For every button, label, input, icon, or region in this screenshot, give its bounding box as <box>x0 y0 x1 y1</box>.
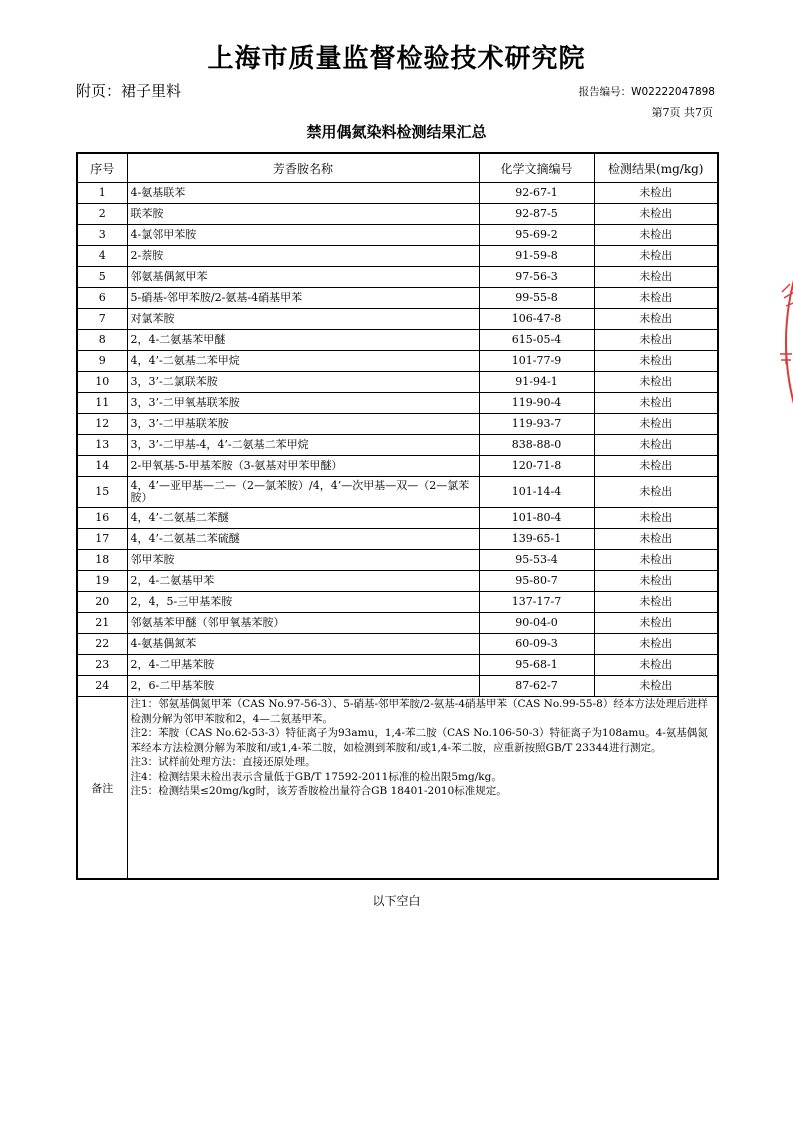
cas-number: 101-80-4 <box>479 508 594 529</box>
table-row <box>77 393 718 414</box>
table-header-row <box>77 153 718 183</box>
amine-name: 2-甲氧基-5-甲基苯胺（3-氨基对甲苯甲醚） <box>127 456 479 477</box>
cas-number: 60-09-3 <box>479 634 594 655</box>
cas-number: 95-69-2 <box>479 225 594 246</box>
report-number: 报告编号：W02222047898 <box>578 86 715 98</box>
amine-name: 4，4’-二氨基二苯甲烷 <box>127 351 479 372</box>
cas-number: 101-77-9 <box>479 351 594 372</box>
seal-stamp-mark-2 <box>780 346 792 364</box>
test-result: 未检出 <box>594 288 718 309</box>
row-number: 9 <box>77 351 127 372</box>
cas-number: 120-71-8 <box>479 456 594 477</box>
amine-name: 2，4-二氨基苯甲醚 <box>127 330 479 351</box>
row-number: 12 <box>77 414 127 435</box>
amine-name: 3，3’-二甲基-4，4’-二氨基二苯甲烷 <box>127 435 479 456</box>
notes-row <box>77 697 718 880</box>
row-number: 10 <box>77 372 127 393</box>
row-number: 2 <box>77 204 127 225</box>
table-row <box>77 508 718 529</box>
amine-name: 4，4’-二氨基二苯醚 <box>127 508 479 529</box>
table-row <box>77 477 718 508</box>
test-result: 未检出 <box>594 225 718 246</box>
table-row <box>77 592 718 613</box>
note-3: 注3：试样前处理方法：直接还原处理。 <box>130 756 316 768</box>
table-row <box>77 309 718 330</box>
row-number: 8 <box>77 330 127 351</box>
table-row <box>77 288 718 309</box>
cas-number: 139-65-1 <box>479 529 594 550</box>
seal-stamp-arc <box>786 266 793 418</box>
row-number: 16 <box>77 508 127 529</box>
cas-number: 99-55-8 <box>479 288 594 309</box>
page-number: 第7页 共7页 <box>651 106 713 119</box>
test-result: 未检出 <box>594 508 718 529</box>
table-title: 禁用偶氮染料检测结果汇总 <box>306 123 487 141</box>
table-row <box>77 634 718 655</box>
cas-number: 137-17-7 <box>479 592 594 613</box>
row-number: 22 <box>77 634 127 655</box>
table-row <box>77 435 718 456</box>
notes-label: 备注 <box>77 697 127 880</box>
row-number: 24 <box>77 676 127 697</box>
table-row <box>77 351 718 372</box>
amine-name: 2，4-二氨基甲苯 <box>127 571 479 592</box>
cas-number: 97-56-3 <box>479 267 594 288</box>
table-row <box>77 183 718 204</box>
amine-name: 4，4’-二氨基二苯硫醚 <box>127 529 479 550</box>
col-header-no: 序号 <box>77 153 127 183</box>
row-number: 5 <box>77 267 127 288</box>
test-result: 未检出 <box>594 351 718 372</box>
cas-number: 838-88-0 <box>479 435 594 456</box>
amine-name: 联苯胺 <box>127 204 479 225</box>
test-result: 未检出 <box>594 183 718 204</box>
col-header-cas: 化学文摘编号 <box>479 153 594 183</box>
cas-number: 91-94-1 <box>479 372 594 393</box>
amine-name: 4-氯邻甲苯胺 <box>127 225 479 246</box>
table-row <box>77 225 718 246</box>
cas-number: 95-53-4 <box>479 550 594 571</box>
blank-below-text: 以下空白 <box>372 894 421 908</box>
cas-number: 95-68-1 <box>479 655 594 676</box>
row-number: 3 <box>77 225 127 246</box>
row-number: 13 <box>77 435 127 456</box>
note-2: 注2：苯胺（CAS No.62-53-3）特征离子为93amu，1,4-苯二胺（CAS No.106-50-3）特征离子为108amu。4-氨基偶氮苯经本方法检测分解为苯胺和/或1,4-苯二胺，如检测到苯胺和/或1,4-苯二胺，应重新按照GB/T 23344进行测定。 <box>130 727 708 754</box>
amine-name: 邻甲苯胺 <box>127 550 479 571</box>
row-number: 15 <box>77 477 127 508</box>
table-row <box>77 550 718 571</box>
cas-number: 95-80-7 <box>479 571 594 592</box>
row-number: 23 <box>77 655 127 676</box>
seal-stamp-fragment <box>768 262 793 422</box>
col-header-result: 检测结果(mg/kg) <box>594 153 718 183</box>
amine-name: 邻氨基苯甲醚（邻甲氧基苯胺） <box>127 613 479 634</box>
notes-cell <box>127 697 718 880</box>
results-table <box>76 152 719 880</box>
test-result: 未检出 <box>594 309 718 330</box>
table-row <box>77 456 718 477</box>
test-result: 未检出 <box>594 435 718 456</box>
cas-number: 87-62-7 <box>479 676 594 697</box>
amine-name: 3，3’-二甲基联苯胺 <box>127 414 479 435</box>
test-result: 未检出 <box>594 550 718 571</box>
table-row <box>77 571 718 592</box>
test-result: 未检出 <box>594 477 718 508</box>
table-row <box>77 246 718 267</box>
amine-name: 2-萘胺 <box>127 246 479 267</box>
test-result: 未检出 <box>594 204 718 225</box>
row-number: 1 <box>77 183 127 204</box>
amine-name: 3，3’-二氯联苯胺 <box>127 372 479 393</box>
cas-number: 92-67-1 <box>479 183 594 204</box>
test-result: 未检出 <box>594 267 718 288</box>
institute-title: 上海市质量监督检验技术研究院 <box>207 44 586 74</box>
table-row <box>77 676 718 697</box>
row-number: 17 <box>77 529 127 550</box>
test-result: 未检出 <box>594 571 718 592</box>
amine-name: 2，4-二甲基苯胺 <box>127 655 479 676</box>
row-number: 7 <box>77 309 127 330</box>
cas-number: 615-05-4 <box>479 330 594 351</box>
test-result: 未检出 <box>594 655 718 676</box>
table-row <box>77 414 718 435</box>
note-5: 注5：检测结果≤20mg/kg时，该芳香胺检出量符合GB 18401-2010标准规定。 <box>130 785 507 797</box>
test-result: 未检出 <box>594 414 718 435</box>
amine-name: 2，6-二甲基苯胺 <box>127 676 479 697</box>
cas-number: 101-14-4 <box>479 477 594 508</box>
row-number: 20 <box>77 592 127 613</box>
note-1: 注1：邻氨基偶氮甲苯（CAS No.97-56-3）、5-硝基-邻甲苯胺/2-氨基-4硝基甲苯（CAS No.99-55-8）经本方法处理后进样检测分解为邻甲苯胺和2，4—二氨基甲苯。 <box>130 698 708 725</box>
test-result: 未检出 <box>594 246 718 267</box>
row-number: 11 <box>77 393 127 414</box>
table-body <box>77 183 718 697</box>
col-header-name: 芳香胺名称 <box>127 153 479 183</box>
amine-name: 4，4’—亚甲基—二—（2—氯苯胺）/4，4’—次甲基—双—（2—氯苯胺） <box>127 477 479 508</box>
table-row <box>77 529 718 550</box>
row-number: 19 <box>77 571 127 592</box>
test-result: 未检出 <box>594 330 718 351</box>
row-number: 4 <box>77 246 127 267</box>
amine-name: 对氯苯胺 <box>127 309 479 330</box>
amine-name: 2，4，5-三甲基苯胺 <box>127 592 479 613</box>
test-result: 未检出 <box>594 456 718 477</box>
table-row <box>77 330 718 351</box>
amine-name: 3，3’-二甲氧基联苯胺 <box>127 393 479 414</box>
row-number: 6 <box>77 288 127 309</box>
table-row <box>77 267 718 288</box>
test-result: 未检出 <box>594 676 718 697</box>
test-result: 未检出 <box>594 393 718 414</box>
amine-name: 5-硝基-邻甲苯胺/2-氨基-4硝基甲苯 <box>127 288 479 309</box>
table-row <box>77 372 718 393</box>
amine-name: 邻氨基偶氮甲苯 <box>127 267 479 288</box>
row-number: 18 <box>77 550 127 571</box>
test-result: 未检出 <box>594 529 718 550</box>
table-row <box>77 204 718 225</box>
cas-number: 92-87-5 <box>479 204 594 225</box>
test-result: 未检出 <box>594 592 718 613</box>
row-number: 14 <box>77 456 127 477</box>
cas-number: 91-59-8 <box>479 246 594 267</box>
test-result: 未检出 <box>594 372 718 393</box>
cas-number: 119-90-4 <box>479 393 594 414</box>
table-row <box>77 613 718 634</box>
appendix-label: 附页：裙子里料 <box>76 82 182 100</box>
note-4: 注4：检测结果未检出表示含量低于GB/T 17592-2011标准的检出限5mg/kg。 <box>130 770 502 783</box>
cas-number: 106-47-8 <box>479 309 594 330</box>
test-result: 未检出 <box>594 634 718 655</box>
test-result: 未检出 <box>594 613 718 634</box>
table-row <box>77 655 718 676</box>
cas-number: 119-93-7 <box>479 414 594 435</box>
row-number: 21 <box>77 613 127 634</box>
amine-name: 4-氨基联苯 <box>127 183 479 204</box>
amine-name: 4-氨基偶氮苯 <box>127 634 479 655</box>
cas-number: 90-04-0 <box>479 613 594 634</box>
